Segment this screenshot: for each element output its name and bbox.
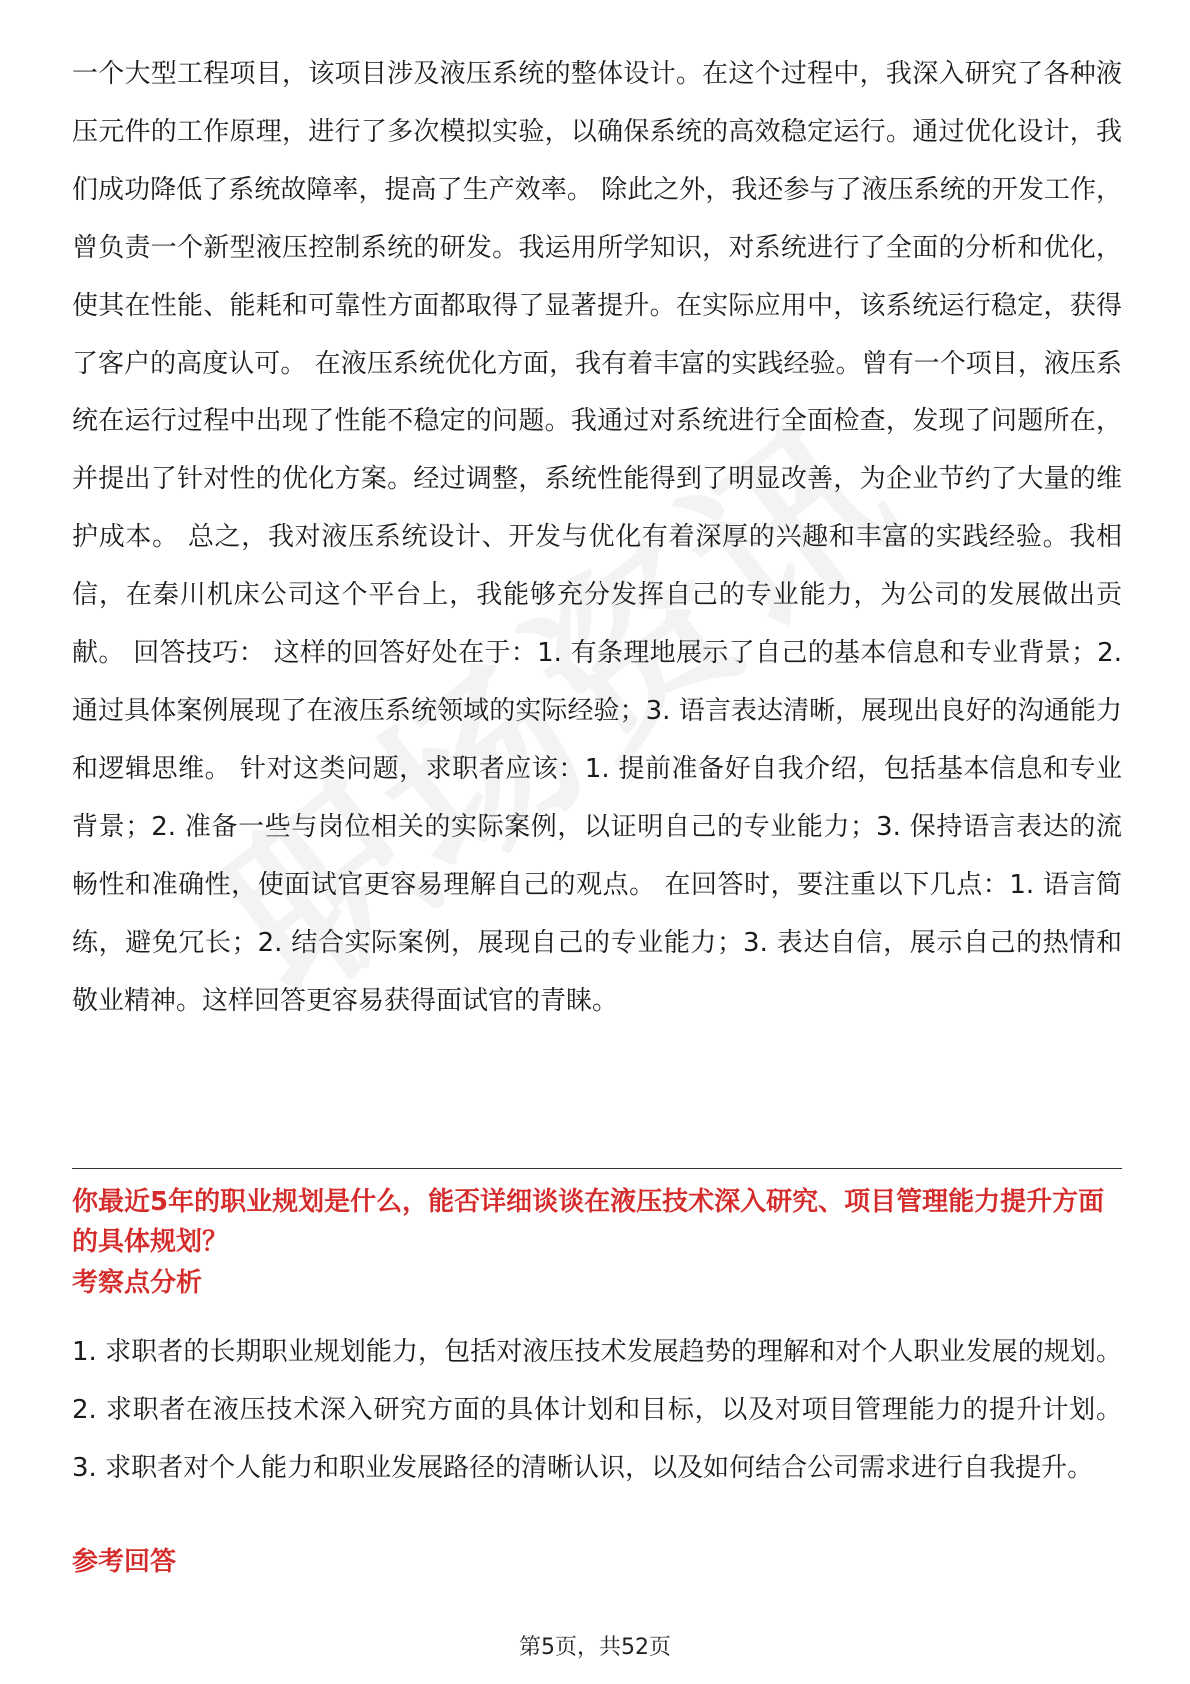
question-heading: 你最近5年的职业规划是什么，能否详细谈谈在液压技术深入研究、项目管理能力提升方面的具体规划？	[72, 1187, 1105, 1257]
answer-section	[72, 46, 1122, 1030]
page-number: 第5页，共52页	[519, 1635, 671, 1660]
analysis-paragraph: 1. 求职者的长期职业规划能力，包括对液压技术发展趋势的理解和对个人职业发展的规划。 2. 求职者在液压技术深入研究方面的具体计划和目标，以及对项目管理能力的提升计划。 3. 求职者对个人能力和职业发展路径的清晰认识，以及如何结合公司需求进行自我提升。	[72, 1337, 1122, 1483]
section-divider	[72, 1168, 1122, 1169]
analysis-title: 考察点分析	[72, 1268, 203, 1298]
reference-answer-title: 参考回答	[72, 1547, 177, 1577]
answer-paragraph: 一个大型工程项目，该项目涉及液压系统的整体设计。在这个过程中，我深入研究了各种液压元件的工作原理，进行了多次模拟实验，以确保系统的高效稳定运行。通过优化设计，我们成功降低了系统故障率，提高了生产效率。 除此之外，我还参与了液压系统的开发工作，曾负责一个新型液压控制系统的研发。我运用所学知识，对系统进行了全面的分析和优化，使其在性能、能耗和可靠性方面都取得了显著提升。在实际应用中，该系统运行稳定，获得了客户的高度认可。 在液压系统优化方面，我有着丰富的实践经验。曾有一个项目，液压系统在运行过程中出现了性能不稳定的问题。我通过对系统进行全面检查，发现了问题所在，并提出了针对性的优化方案。经过调整，系统性能得到了明显改善，为企业节约了大量的维护成本。 总之，我对液压系统设计、开发与优化有着深厚的兴趣和丰富的实践经验。我相信，在秦川机床公司这个平台上，我能够充分发挥自己的专业能力，为公司的发展做出贡献。 回答技巧： 这样的回答好处在于：1. 有条理地展示了自己的基本信息和专业背景；2. 通过具体案例展现了在液压系统领域的实际经验；3. 语言表达清晰，展现出良好的沟通能力和逻辑思维。 针对这类问题，求职者应该：1. 提前准备好自我介绍，包括基本信息和专业背景；2. 准备一些与岗位相关的实际案例，以证明自己的专业能力；3. 保持语言表达的流畅性和准确性，使面试官更容易理解自己的观点。 在回答时，要注重以下几点：1. 语言简练，避免冗长；2. 结合实际案例，展现自己的专业能力；3. 表达自信，展示自己的热情和敬业精神。这样回答更容易获得面试官的青睐。	[72, 59, 1122, 1016]
